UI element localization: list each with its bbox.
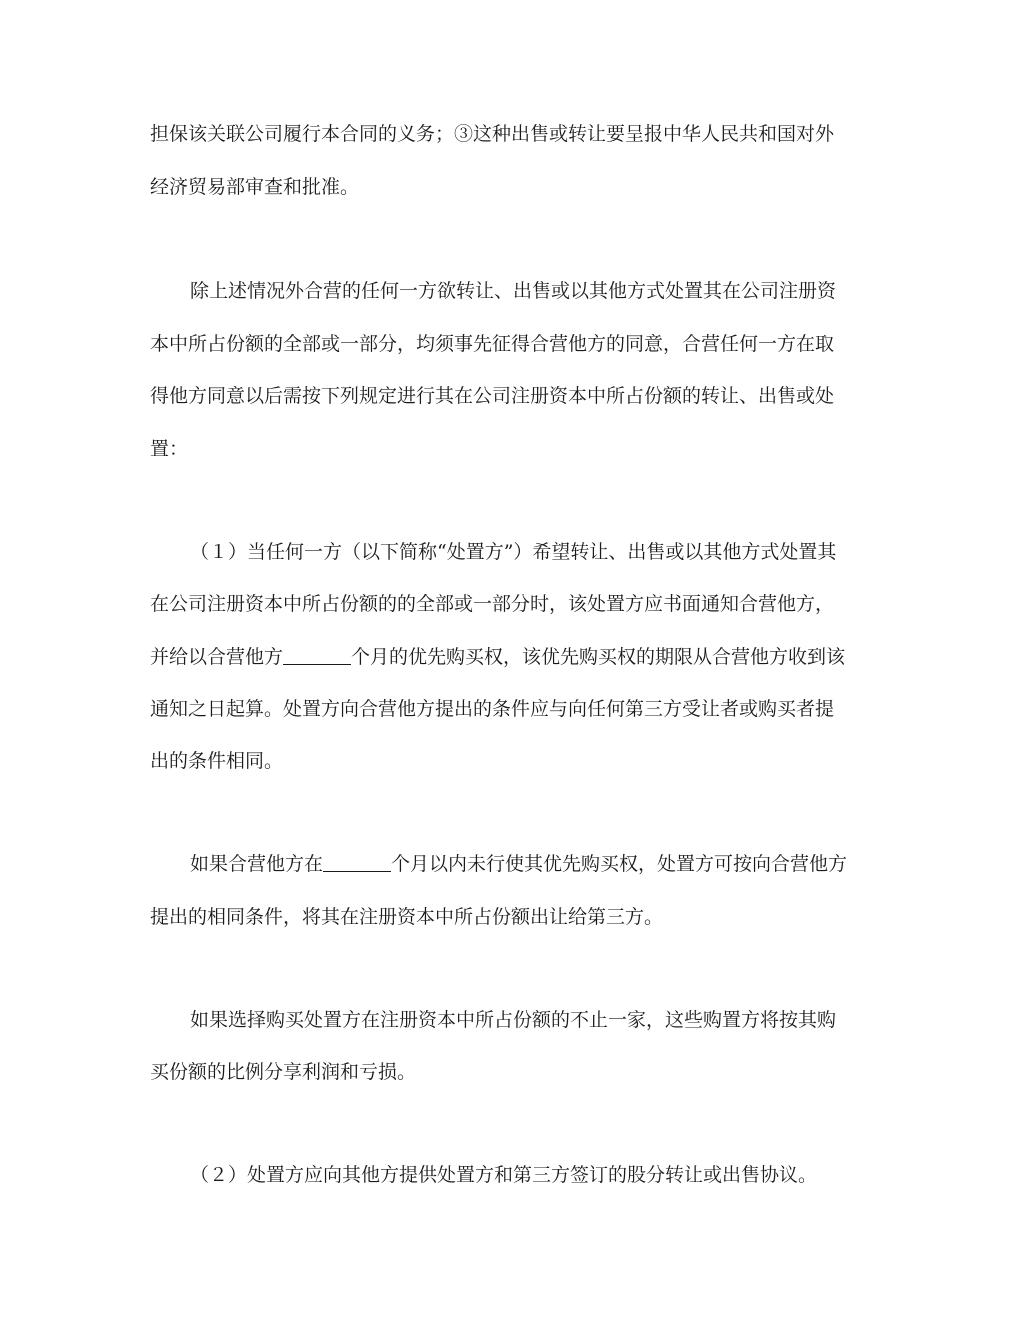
text-line-4: 本中所占份额的全部或一部分，均须事先征得合营他方的同意，合营任何一方在取: [150, 333, 835, 355]
text-line-6: 置：: [150, 438, 189, 460]
text-line-5: 得他方同意以后需按下列规定进行其在公司注册资本中所占份额的转让、出售或处: [150, 385, 835, 407]
text-fragment: 如果合营他方在: [190, 853, 324, 875]
text-line-1: 担保该关联公司履行本合同的义务；③这种出售或转让要呈报中华人民共和国对外: [150, 123, 835, 145]
text-line-16: （２）处置方应向其他方提供处置方和第三方签订的股分转让或出售协议。: [190, 1164, 818, 1186]
text-line-11: 出的条件相同。: [150, 750, 284, 772]
text-line-10: 通知之日起算。处置方向合营他方提出的条件应与向任何第三方受让者或购买者提: [150, 698, 835, 720]
text-line-14: 如果选择购买处置方在注册资本中所占份额的不止一家，这些购置方将按其购: [190, 1009, 837, 1031]
text-fragment: 并给以合营他方: [150, 646, 284, 668]
text-line-15: 买份额的比例分享利润和亏损。: [150, 1061, 417, 1083]
text-fragment: 个月的优先购买权，该优先购买权的期限从合营他方收到该: [351, 646, 846, 668]
fill-in-blank: [323, 853, 391, 872]
text-fragment: 个月以内未行使其优先购买权，处置方可按向合营他方: [391, 853, 848, 875]
text-line-12: [190, 852, 847, 876]
text-line-3: 除上述情况外合营的任何一方欲转让、出售或以其他方式处置其在公司注册资: [190, 280, 837, 302]
text-line-13: 提出的相同条件，将其在注册资本中所占份额出让给第三方。: [150, 906, 664, 928]
text-line-7: （１）当任何一方（以下简称“处置方”）希望转让、出售或以其他方式处置其: [190, 541, 837, 563]
text-line-9: [150, 645, 845, 669]
text-line-8: 在公司注册资本中所占份额的的全部或一部分时，该处置方应书面通知合营他方，: [150, 593, 835, 615]
fill-in-blank: [283, 646, 351, 665]
text-line-2: 经济贸易部审查和批准。: [150, 176, 360, 198]
